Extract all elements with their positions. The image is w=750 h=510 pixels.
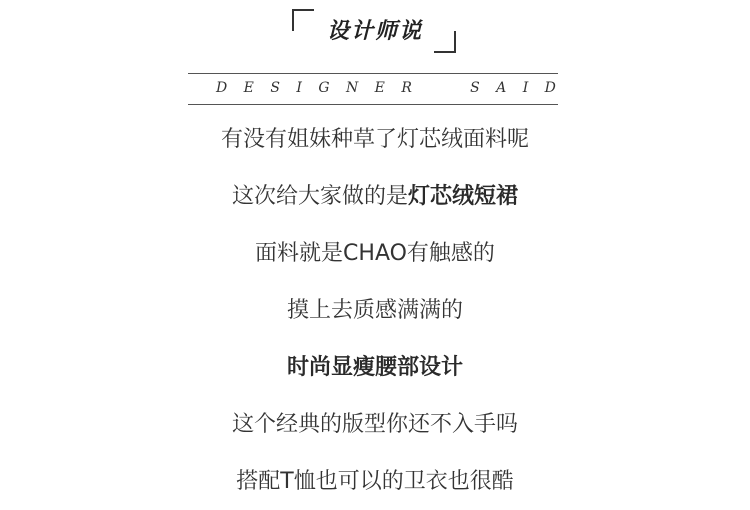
subtitle-letter: D [216, 80, 228, 96]
section-title: 设计师说 [326, 19, 423, 44]
divider-top [188, 73, 558, 74]
subtitle-letter: I [522, 80, 529, 96]
text-segment: 面料就是CHAO有触感的 [255, 241, 495, 266]
subtitle-letter [449, 80, 453, 96]
subtitle-letter: E [243, 80, 254, 96]
text-line [0, 396, 750, 453]
text-line [0, 282, 750, 339]
subtitle-letter: I [296, 80, 302, 96]
subtitle-letter: G [318, 80, 330, 96]
subtitle-letter: N [345, 80, 359, 96]
text-segment: 这个经典的版型你还不入手吗 [231, 412, 518, 437]
subtitle-letter: S [470, 80, 480, 96]
section-header [0, 0, 750, 110]
text-line [0, 111, 750, 168]
subtitle-letter: A [496, 80, 507, 96]
subtitle-letter: S [270, 80, 280, 96]
bold-text-segment: 时尚显瘦腰部设计 [286, 355, 463, 380]
divider-bottom [188, 104, 558, 105]
text-segment: 有没有姐妹种草了灯芯绒面料呢 [220, 127, 529, 152]
bold-text-segment: 灯芯绒短裙 [408, 184, 519, 209]
corner-bracket-bottom-right [434, 31, 456, 53]
description-text [0, 111, 750, 510]
text-segment: 搭配T恤也可以的卫衣也很酷 [236, 469, 514, 494]
text-line [0, 225, 750, 282]
subtitle-letter: E [374, 80, 385, 96]
text-line [0, 453, 750, 510]
section-subtitle [216, 80, 556, 96]
subtitle-letter: R [401, 80, 412, 96]
text-segment: 摸上去质感满满的 [286, 298, 463, 323]
subtitle-letter: D [544, 80, 556, 96]
text-segment: 这次给大家做的是 [231, 184, 408, 209]
text-line [0, 339, 750, 396]
text-line [0, 168, 750, 225]
subtitle-letter [428, 80, 432, 96]
